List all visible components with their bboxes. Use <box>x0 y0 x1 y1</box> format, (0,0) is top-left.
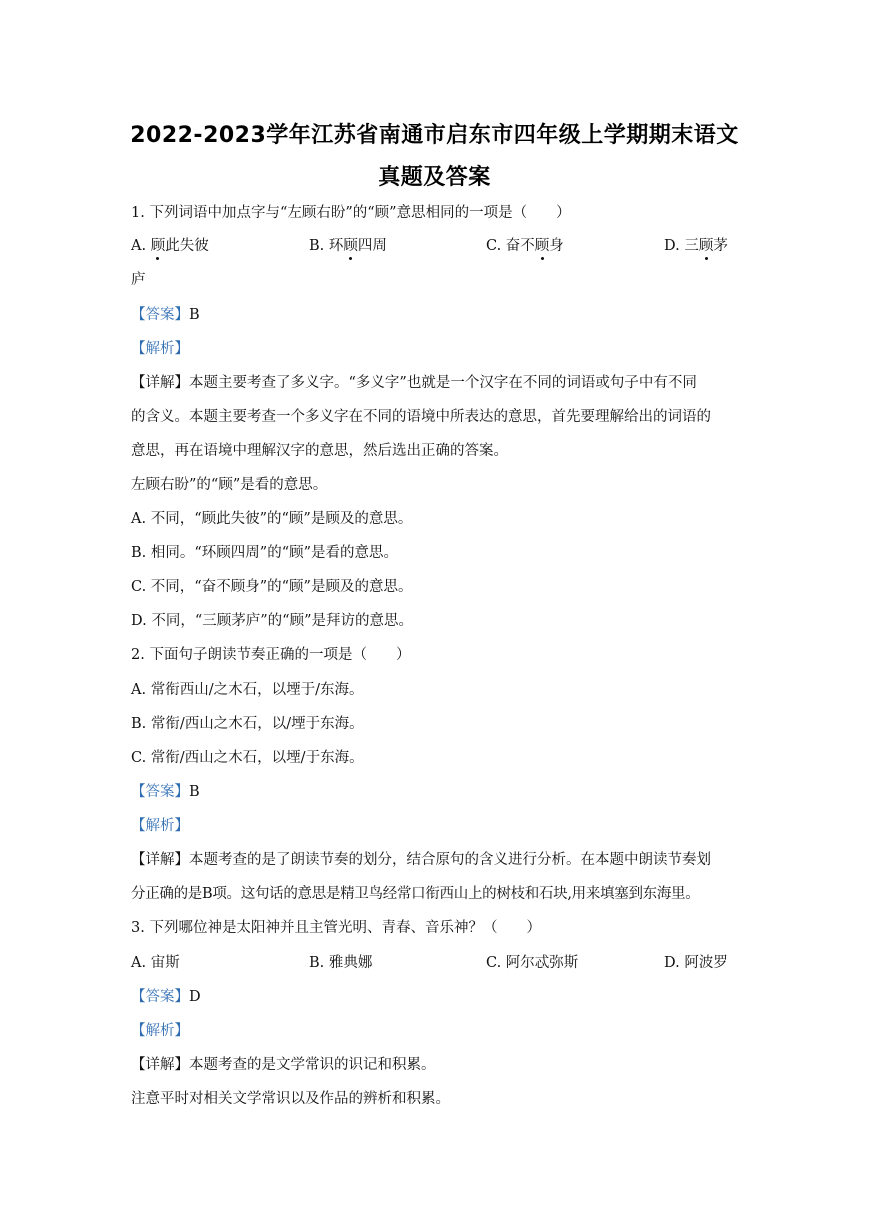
q1-option-c: C. 奋不顾身 <box>486 238 564 254</box>
q3-detail-line: 【详解】本题考查的是文学常识的识记和积累。 <box>131 1057 436 1073</box>
q1-option-b: B. 环顾四周 <box>309 238 387 254</box>
q2-option: C. 常衔/西山之木石，以堙/于东海。 <box>131 750 364 766</box>
q1-detail-line: C. 不同，“奋不顾身”的“顾”是顾及的意思。 <box>131 579 413 595</box>
q2-stem: 2. 下面句子朗读节奏正确的一项是（ ） <box>131 647 411 663</box>
q1-answer: 【答案】B <box>131 307 200 323</box>
q2-analysis-heading: 【解析】 <box>131 818 189 834</box>
q1-analysis-heading: 【解析】 <box>131 341 189 357</box>
q2-option: B. 常衔/西山之木石，以/堙于东海。 <box>131 716 364 732</box>
q1-option-d-wrap: 庐 <box>131 272 146 288</box>
q3-stem: 3. 下列哪位神是太阳神并且主管光明、青春、音乐神？（ ） <box>131 920 541 936</box>
document-title-line-2: 真题及答案 <box>378 165 491 190</box>
q2-detail-line: 【详解】本题考查的是了朗读节奏的划分，结合原句的含义进行分析。在本题中朗读节奏划 <box>131 852 711 868</box>
q1-detail-line: 左顾右盼”的“顾”是看的意思。 <box>131 477 328 493</box>
q1-detail-line: 的含义。本题主要考查一个多义字在不同的语境中所表达的意思，首先要理解给出的词语的 <box>131 409 711 425</box>
q3-analysis-heading: 【解析】 <box>131 1023 189 1039</box>
q3-option-c: C. 阿尔忒弥斯 <box>486 955 579 971</box>
q3-option-b: B. 雅典娜 <box>309 955 373 971</box>
q3-option-a: A. 宙斯 <box>131 955 180 971</box>
emphasis-dot-char: 顾 <box>534 238 550 254</box>
q1-detail-line: 意思，再在语境中理解汉字的意思，然后选出正确的答案。 <box>131 443 508 459</box>
q2-detail-line: 分正确的是B项。这句话的意思是精卫鸟经常口衔西山上的树枝和石块,用来填塞到东海里。 <box>131 886 700 902</box>
q1-stem: 1. 下列词语中加点字与“左顾右盼”的“顾”意思相同的一项是（ ） <box>131 205 571 221</box>
q2-answer: 【答案】B <box>131 784 200 800</box>
q1-detail-line: D. 不同，“三顾茅庐”的“顾”是拜访的意思。 <box>131 613 413 629</box>
q1-detail-line: A. 不同，“顾此失彼”的“顾”是顾及的意思。 <box>131 511 413 527</box>
q1-options <box>131 236 741 258</box>
emphasis-dot-char: 顾 <box>343 238 358 254</box>
emphasis-dot-char: 顾 <box>698 238 714 254</box>
q2-option: A. 常衔西山/之木石，以堙于/东海。 <box>131 682 364 698</box>
q3-detail-line: 注意平时对相关文学常识以及作品的辨析和积累。 <box>131 1091 450 1107</box>
q1-option-d: D. 三顾茅 <box>664 238 728 254</box>
emphasis-dot-char: 顾 <box>150 238 166 254</box>
q3-answer: 【答案】D <box>131 989 201 1005</box>
q1-option-a: A. 顾此失彼 <box>131 238 209 254</box>
q1-detail-line: 【详解】本题主要考查了多义字。“多义字”也就是一个汉字在不同的词语或句子中有不同 <box>131 375 697 391</box>
q1-detail-line: B. 相同。“环顾四周”的“顾”是看的意思。 <box>131 545 399 561</box>
q3-option-d: D. 阿波罗 <box>664 955 728 971</box>
document-title-line-1: 2022-2023学年江苏省南通市启东市四年级上学期期末语文 <box>130 123 739 148</box>
q3-options <box>131 953 741 975</box>
